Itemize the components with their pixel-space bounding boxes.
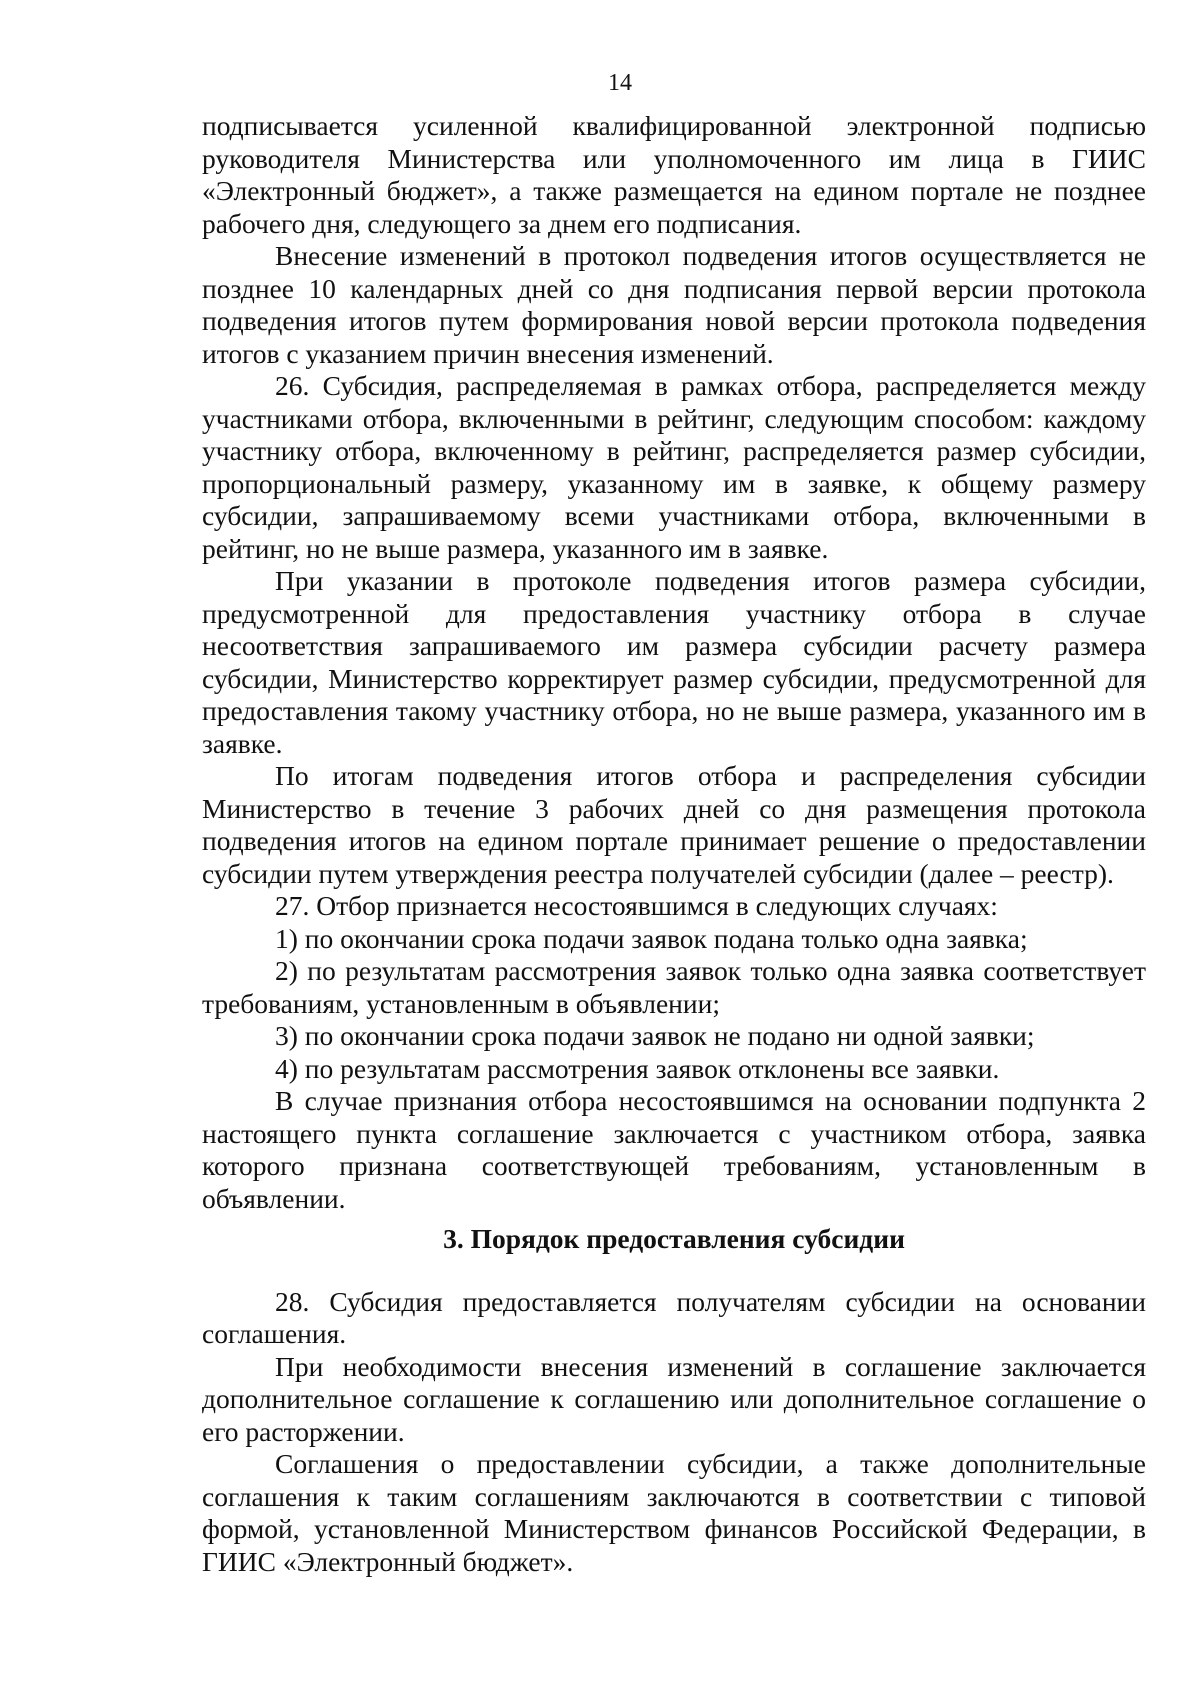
paragraph: 26. Субсидия, распределяемая в рамках отбора, распределяется между участниками отбора, включенными в рейтинг, следующим способом: каждому участнику отбора, включенному в рейтинг, распределяется размер субсидии, пропорциональный размеру, указанному им в заявке, к общему размеру субсидии, запрашиваемому всеми участниками отбора, включенными в рейтинг, но не выше размера, указанного им в заявке. xyxy=(202,370,1146,564)
paragraph: Соглашения о предоставлении субсидии, а также дополнительные соглашения к таким соглашениям заключаются в соответствии с типовой формой, установленной Министерством финансов Российской Федерации, в ГИИС «Электронный бюджет». xyxy=(202,1448,1146,1577)
list-item: 2) по результатам рассмотрения заявок только одна заявка соответствует требованиям, установленным в объявлении; xyxy=(202,955,1146,1019)
list-item: 1) по окончании срока подачи заявок подана только одна заявка; xyxy=(275,922,1028,954)
list-item: 4) по результатам рассмотрения заявок отклонены все заявки. xyxy=(275,1052,1000,1084)
paragraph: 28. Субсидия предоставляется получателям субсидии на основании соглашения. xyxy=(202,1285,1146,1349)
paragraph: Внесение изменений в протокол подведения итогов осуществляется не позднее 10 календарных дней со дня подписания первой версии протокола подведения итогов путем формирования новой версии протокола подведения итогов с указанием причин внесения изменений. xyxy=(202,240,1146,369)
list-item: 3) по окончании срока подачи заявок не подано ни одной заявки; xyxy=(275,1020,1035,1051)
paragraph: В случае признания отбора несостоявшимся на основании подпункта 2 настоящего пункта соглашение заключается с участником отбора, заявка которого признана соответствующей требованиям, установленным в объявлении. xyxy=(202,1085,1146,1214)
paragraph: При указании в протоколе подведения итогов размера субсидии, предусмотренной для предоставления участнику отбора в случае несоответствия запрашиваемого им размера субсидии расчету размера субсидии, Министерство корректирует размер субсидии, предусмотренной для предоставления такому участнику отбора, но не выше размера, указанного им в заявке. xyxy=(202,565,1146,759)
paragraph: 27. Отбор признается несостоявшимся в следующих случаях: xyxy=(275,890,998,921)
page-number: 14 xyxy=(608,70,632,96)
paragraph: По итогам подведения итогов отбора и распределения субсидии Министерство в течение 3 рабочих дней со дня размещения протокола подведения итогов на едином портале принимает решение о предоставлении субсидии путем утверждения реестра получателей субсидии (далее – реестр). xyxy=(202,760,1146,889)
section-heading: 3. Порядок предоставления субсидии xyxy=(443,1223,905,1254)
document-body xyxy=(202,110,1146,1578)
paragraph: подписывается усиленной квалифицированной электронной подписью руководителя Министерства или уполномоченного им лица в ГИИС «Электронный бюджет», а также размещается на едином портале не позднее рабочего дня, следующего за днем его подписания. xyxy=(202,110,1146,239)
paragraph: При необходимости внесения изменений в соглашение заключается дополнительное соглашение к соглашению или дополнительное соглашение о его расторжении. xyxy=(202,1350,1146,1447)
